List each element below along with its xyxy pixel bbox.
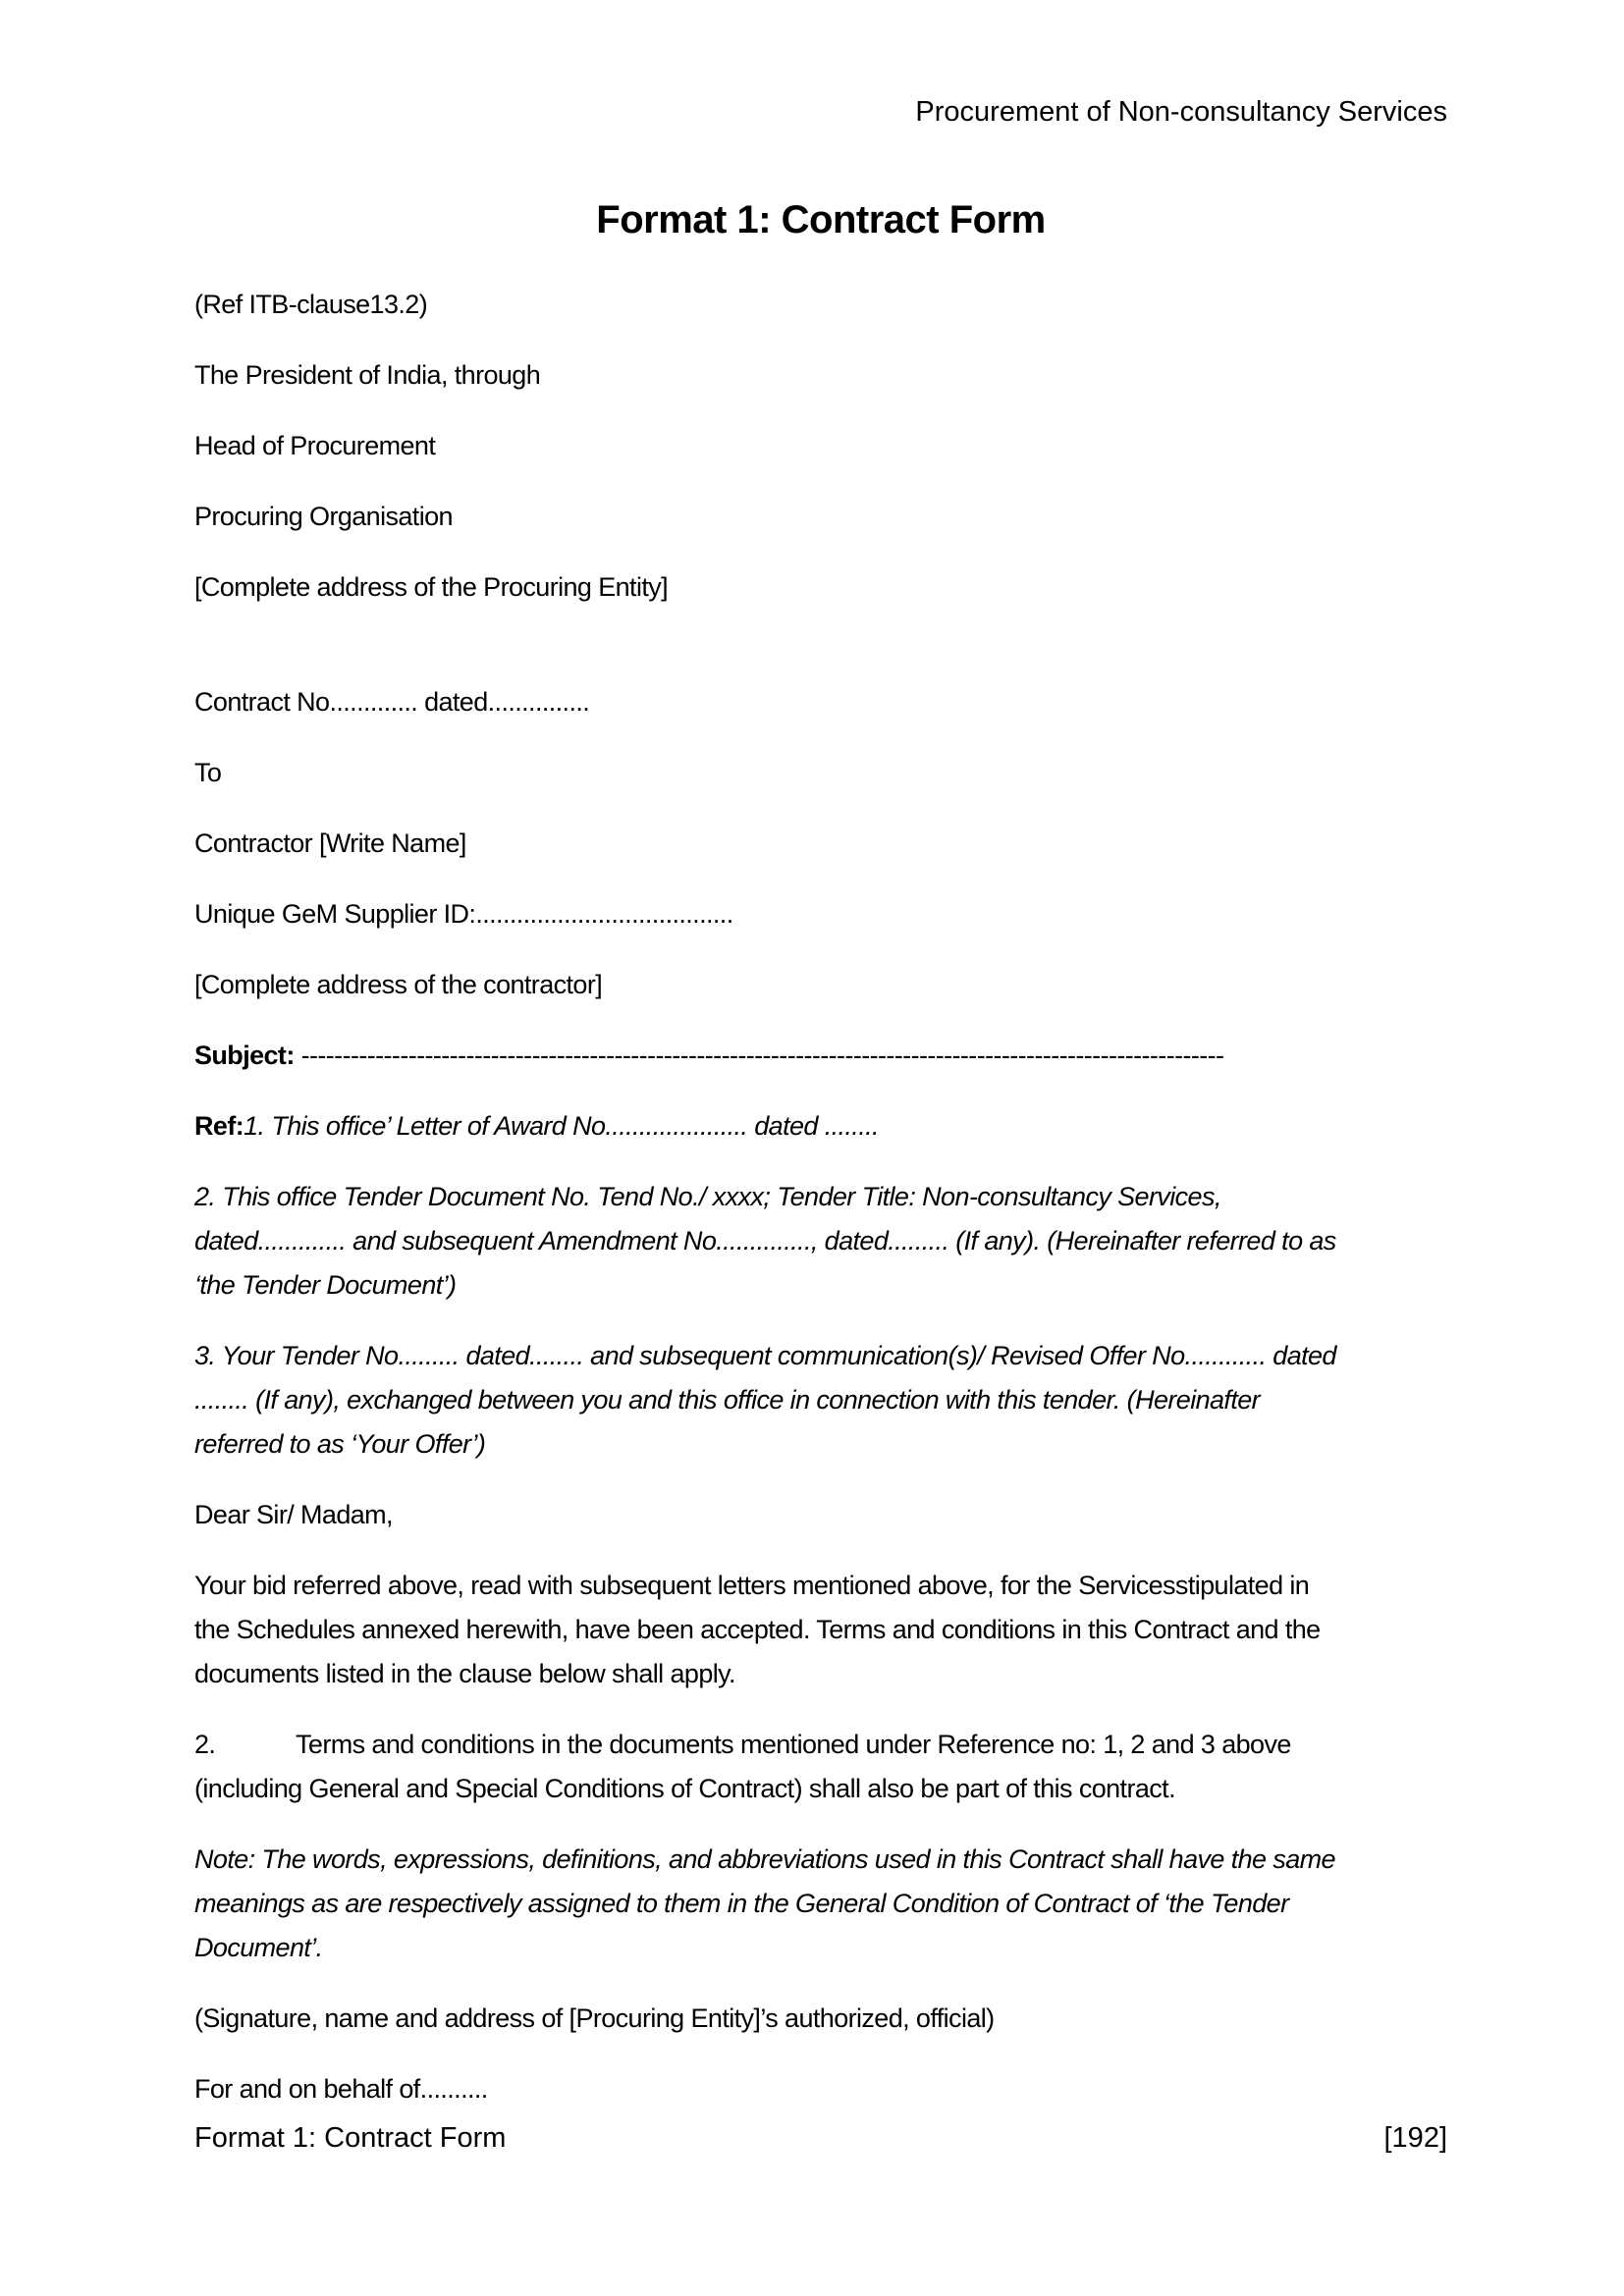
- contractor-name-line: Contractor [Write Name]: [194, 828, 466, 858]
- paragraph-line: ‘the Tender Document’): [194, 1270, 457, 1300]
- terms-paragraph: [194, 1723, 1447, 1811]
- ref-clause-line: (Ref ITB-clause13.2): [194, 290, 428, 319]
- clause-number: 2.: [194, 1730, 216, 1759]
- paragraph-line: meanings as are respectively assigned to them in the General Condition of Contract of ‘the Tender: [194, 1889, 1289, 1918]
- note-paragraph: [194, 1838, 1447, 1970]
- paragraph-line: documents listed in the clause below shall apply.: [194, 1659, 735, 1688]
- ref-text: 1. This office’ Letter of Award No..................... dated ........: [244, 1111, 879, 1141]
- contractor-address-line: [Complete address of the contractor]: [194, 970, 603, 999]
- paragraph-line: Document’.: [194, 1933, 323, 1962]
- clause-text: Terms and conditions in the documents mentioned under Reference no: 1, 2 and 3 above: [296, 1730, 1291, 1759]
- paragraph-line: (including General and Special Conditions of Contract) shall also be part of this contract.: [194, 1774, 1175, 1803]
- head-of-procurement-line: Head of Procurement: [194, 431, 436, 460]
- tender-document-paragraph: [194, 1175, 1447, 1308]
- subject-dashes: ----------------------------------------------------------------------------------------------------------------: [294, 1041, 1224, 1070]
- paragraph-line: ........ (If any), exchanged between you and this office in connection with this tender. (Hereinafter: [194, 1385, 1261, 1415]
- ref-line: [194, 1104, 1447, 1148]
- paragraph-line: Your bid referred above, read with subsequent letters mentioned above, for the Servicesstipulated in: [194, 1571, 1310, 1600]
- salutation-line: Dear Sir/ Madam,: [194, 1500, 393, 1529]
- president-line: The President of India, through: [194, 360, 541, 390]
- paragraph-line: 2. This office Tender Document No. Tend No./ xxxx; Tender Title: Non-consultancy Services,: [194, 1182, 1221, 1211]
- paragraph-line: the Schedules annexed herewith, have been accepted. Terms and conditions in this Contract and the: [194, 1615, 1321, 1644]
- to-line: To: [194, 758, 222, 787]
- paragraph-line: Note: The words, expressions, definitions, and abbreviations used in this Contract shall have the same: [194, 1844, 1335, 1874]
- contract-number-line: Contract No............. dated...............: [194, 687, 590, 717]
- gem-supplier-id-line: Unique GeM Supplier ID:......................................: [194, 899, 733, 929]
- procuring-organisation-line: Procuring Organisation: [194, 502, 453, 531]
- paragraph-line: referred to as ‘Your Offer’): [194, 1429, 486, 1459]
- paragraph-line: dated............. and subsequent Amendment No.............., dated......... (If any). (Hereinafter referred to as: [194, 1226, 1336, 1255]
- subject-line: [194, 1034, 1447, 1078]
- page-number: [192]: [1383, 2122, 1447, 2154]
- ref-label: Ref:: [194, 1111, 244, 1141]
- paragraph-line: 3. Your Tender No......... dated........ and subsequent communication(s)/ Revised Offer No............ dated: [194, 1341, 1336, 1370]
- page-footer: [194, 2118, 1447, 2158]
- running-header: Procurement of Non-consultancy Services: [915, 96, 1447, 128]
- subject-label: Subject:: [194, 1041, 295, 1070]
- procuring-entity-address-line: [Complete address of the Procuring Entity]: [194, 572, 669, 602]
- your-offer-paragraph: [194, 1334, 1447, 1467]
- signature-line: (Signature, name and address of [Procuring Entity]’s authorized, official): [194, 2003, 995, 2033]
- behalf-line: For and on behalf of..........: [194, 2074, 488, 2104]
- footer-title: Format 1: Contract Form: [194, 2122, 507, 2154]
- acceptance-paragraph: [194, 1564, 1447, 1696]
- page-title: Format 1: Contract Form: [596, 198, 1046, 241]
- paragraph-line: [194, 1723, 1447, 1767]
